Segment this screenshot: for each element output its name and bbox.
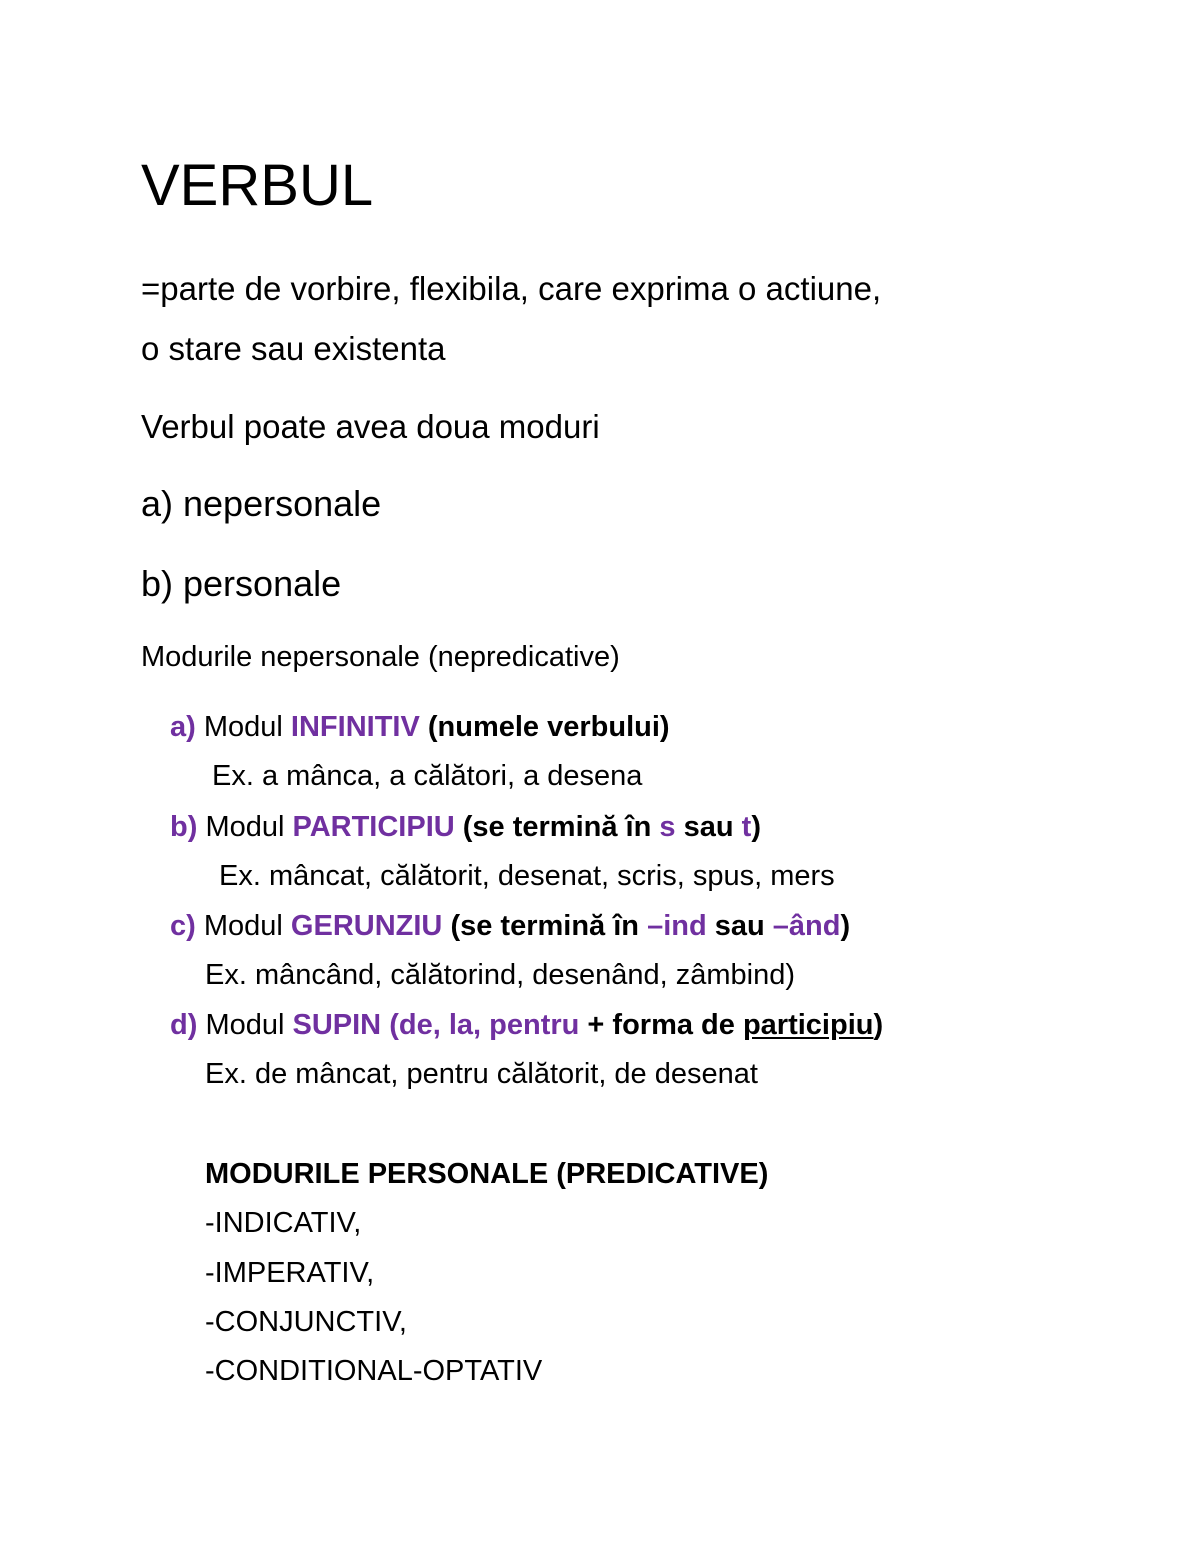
mode-word: Modul (205, 1009, 285, 1041)
heading-personale: MODURILE PERSONALE (PREDICATIVE) (205, 1158, 769, 1190)
mode-note-close: ) (751, 811, 761, 843)
mode-participiu (170, 813, 761, 842)
option-nepersonale: a) nepersonale (141, 483, 382, 524)
mode-note-close: ) (840, 910, 851, 942)
mode-name: INFINITIV (290, 711, 420, 743)
example-supin: Ex. de mâncat, pentru călătorit, de desenat (205, 1058, 758, 1090)
mode-supin (170, 1011, 883, 1040)
ending-ind: –ind (647, 910, 707, 942)
personal-mode-item: -CONDITIONAL-OPTATIV (205, 1355, 543, 1387)
mode-note-open: (se termină în (462, 811, 652, 843)
personal-mode-item: -IMPERATIV, (205, 1257, 375, 1289)
intro-text: Verbul poate avea doua moduri (141, 408, 600, 445)
mode-note-open: (se termină în (450, 910, 639, 942)
personal-mode-item: -CONJUNCTIV, (205, 1306, 407, 1338)
paren-close: ) (873, 1009, 884, 1041)
mode-letter: c) (170, 910, 196, 942)
ending-t: t (741, 811, 752, 843)
mode-letter: d) (170, 1009, 198, 1041)
subheading-nepersonale: Modurile nepersonale (nepredicative) (141, 641, 620, 673)
example-infinitiv: Ex. a mânca, a călători, a desena (212, 760, 643, 792)
sau-word: sau (683, 811, 734, 843)
example-participiu: Ex. mâncat, călătorit, desenat, scris, spus, mers (219, 860, 835, 892)
mode-infinitiv (170, 713, 670, 742)
mode-letter: a) (170, 711, 196, 743)
mode-letter: b) (170, 811, 198, 843)
ending-s: s (659, 811, 676, 843)
mode-name: GERUNZIU (290, 910, 443, 942)
mode-gerunziu (170, 912, 850, 941)
definition-line-2: o stare sau existenta (141, 330, 446, 367)
participiu-word: participiu (742, 1009, 874, 1041)
mode-note: (numele verbului) (427, 711, 670, 743)
sau-word: sau (714, 910, 765, 942)
page-title: VERBUL (141, 153, 374, 218)
plus-forma: + forma de (587, 1009, 735, 1041)
example-gerunziu: Ex. mâncând, călătorind, desenând, zâmbind) (205, 959, 796, 991)
option-personale: b) personale (141, 563, 342, 604)
mode-word: Modul (205, 811, 285, 843)
ending-and: –ând (772, 910, 841, 942)
definition-line-1: =parte de vorbire, flexibila, care exprima o actiune, (141, 270, 882, 307)
mode-word: Modul (203, 910, 283, 942)
mode-name: PARTICIPIU (292, 811, 455, 843)
personal-mode-item: -INDICATIV, (205, 1207, 362, 1239)
prepositions: de, la, pentru (398, 1009, 580, 1041)
mode-name: SUPIN (292, 1009, 382, 1041)
mode-word: Modul (203, 711, 283, 743)
paren-open: ( (389, 1009, 399, 1041)
